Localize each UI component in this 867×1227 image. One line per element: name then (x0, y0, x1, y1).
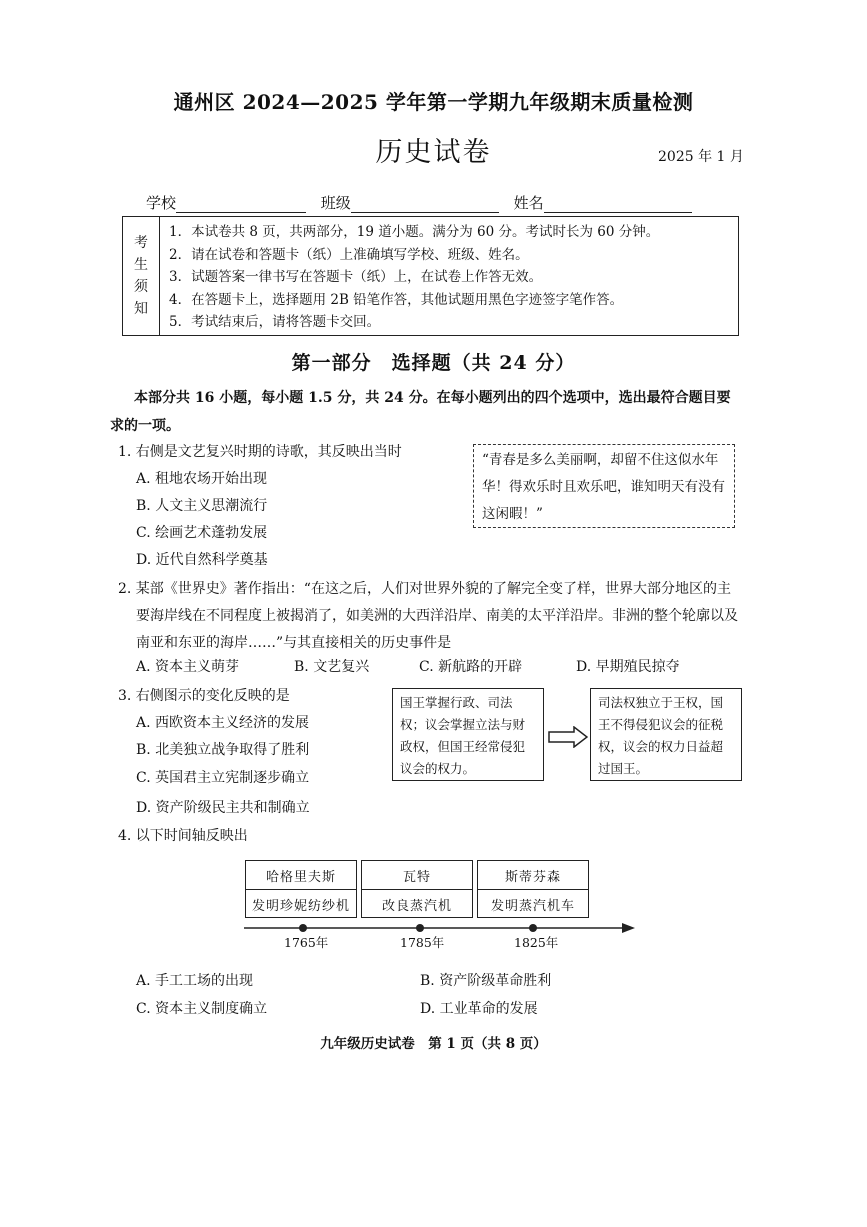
notice-label-char: 须 (134, 279, 148, 295)
q3-option-b[interactable]: B. 北美独立战争取得了胜利 (136, 742, 310, 758)
q1-option-c[interactable]: C. 绘画艺术蓬勃发展 (136, 525, 268, 541)
q2-option-d[interactable]: D. 早期殖民掠夺 (576, 659, 680, 675)
q3-after-box: 司法权独立于王权，国王不得侵犯议会的征税权，议会的权力日益超过国王。 (590, 688, 742, 781)
candidate-notice-box (122, 216, 739, 336)
timeline-person: 哈格里夫斯 (265, 869, 336, 885)
page-footer: 九年级历史试卷 第 1 页（共 8 页） (320, 1036, 547, 1052)
subject-title: 历史试卷 (375, 137, 492, 168)
timeline-event: 发明蒸汽机车 (478, 889, 588, 918)
student-info-row (146, 192, 726, 213)
q4-option-a[interactable]: A. 手工工场的出现 (136, 973, 254, 989)
notice-item: 4．在答题卡上，选择题用 2B 铅笔作答，其他试题用黑色字迹签字笔作答。 (169, 291, 624, 308)
timeline-person: 瓦特 (402, 869, 431, 885)
section-intro: 本部分共 16 小题，每小题 1.5 分，共 24 分。在每小题列出的四个选项中，选出最符合题目要求的一项。 (110, 390, 731, 434)
timeline-person: 斯蒂芬森 (504, 869, 561, 885)
q2-stem-text: 2. 某部《世界史》著作指出：“在这之后，人们对世界外貌的了解完全变了样，世界大部分地区的主要海岸线在不同程度上被揭消了，如美洲的大西洋沿岸、南美的太平洋沿岸。非洲的整个轮廓以及南亚和东亚的海岸……”与其直接相关的历史事件是 (118, 581, 738, 651)
notice-item: 3．试题答案一律书写在答题卡（纸）上，在试卷上作答无效。 (169, 269, 543, 285)
section-title: 第一部分 选择题（共 24 分） (291, 352, 576, 374)
q2-option-b[interactable]: B. 文艺复兴 (294, 659, 370, 675)
q2-option-a[interactable]: A. 资本主义萌芽 (136, 659, 240, 675)
q1-poem-box: “青春是多么美丽啊，却留不住这似水年华！得欢乐时且欢乐吧，谁知明天有没有这闲暇！” (473, 444, 735, 528)
question-4-stem: 4. 以下时间轴反映出 (118, 828, 248, 844)
timeline-year-2: 1785年 (400, 935, 445, 950)
question-1-stem: 1. 右侧是文艺复兴时期的诗歌，其反映出当时 (118, 444, 402, 460)
exam-date: 2025 年 1 月 (658, 149, 744, 165)
timeline-event: 改良蒸汽机 (362, 889, 472, 918)
q3-option-d[interactable]: D. 资产阶级民主共和制确立 (136, 800, 310, 816)
notice-list (169, 221, 659, 334)
timeline-dot (299, 924, 307, 932)
q1-option-a[interactable]: A. 租地农场开始出现 (136, 471, 268, 487)
q3-before-box: 国王掌握行政、司法权；议会掌握立法与财政权，但国王经常侵犯议会的权力。 (392, 688, 544, 781)
timeline-dot (529, 924, 537, 932)
q1-option-d[interactable]: D. 近代自然科学奠基 (136, 552, 268, 568)
q3-arrow-icon (548, 726, 588, 748)
q2-option-c[interactable]: C. 新航路的开辟 (419, 659, 523, 675)
notice-item: 1．本试卷共 8 页，共两部分，19 道小题。满分为 60 分。考试时长为 60 分钟。 (169, 224, 660, 240)
class-field[interactable] (321, 192, 499, 213)
notice-label-char: 生 (134, 257, 148, 273)
school-label: 学校 (146, 194, 177, 212)
timeline-box-3 (477, 860, 589, 918)
exam-title: 通州区 2024—2025 学年第一学期九年级期末质量检测 (173, 90, 694, 114)
timeline-box-2 (361, 860, 473, 918)
timeline-year-3: 1825年 (514, 935, 559, 950)
timeline-arrow-icon (622, 923, 635, 933)
name-field[interactable] (514, 192, 692, 213)
school-field[interactable] (146, 192, 306, 213)
notice-item: 2．请在试卷和答题卡（纸）上准确填写学校、班级、姓名。 (169, 246, 529, 263)
timeline-box-1 (245, 860, 357, 918)
q1-option-b[interactable]: B. 人文主义思潮流行 (136, 498, 268, 514)
notice-label (123, 217, 160, 335)
q3-option-a[interactable]: A. 西欧资本主义经济的发展 (136, 715, 310, 731)
q2-options (136, 656, 736, 676)
q3-option-c[interactable]: C. 英国君主立宪制逐步确立 (136, 770, 310, 786)
class-label: 班级 (320, 194, 351, 212)
q4-option-d[interactable]: D. 工业革命的发展 (420, 1001, 538, 1017)
question-3-stem: 3. 右侧图示的变化反映的是 (118, 688, 290, 704)
q4-option-c[interactable]: C. 资本主义制度确立 (136, 1001, 268, 1017)
timeline-year-1: 1765年 (284, 935, 329, 950)
q4-option-b[interactable]: B. 资产阶级革命胜利 (420, 973, 552, 989)
notice-label-char: 知 (134, 301, 148, 317)
notice-item: 5．考试结束后，请将答题卡交回。 (169, 314, 381, 330)
notice-label-char: 考 (134, 235, 148, 251)
timeline-dot (416, 924, 424, 932)
timeline-event: 发明珍妮纺纱机 (246, 889, 356, 918)
question-2-stem (118, 576, 743, 657)
name-label: 姓名 (513, 194, 544, 212)
